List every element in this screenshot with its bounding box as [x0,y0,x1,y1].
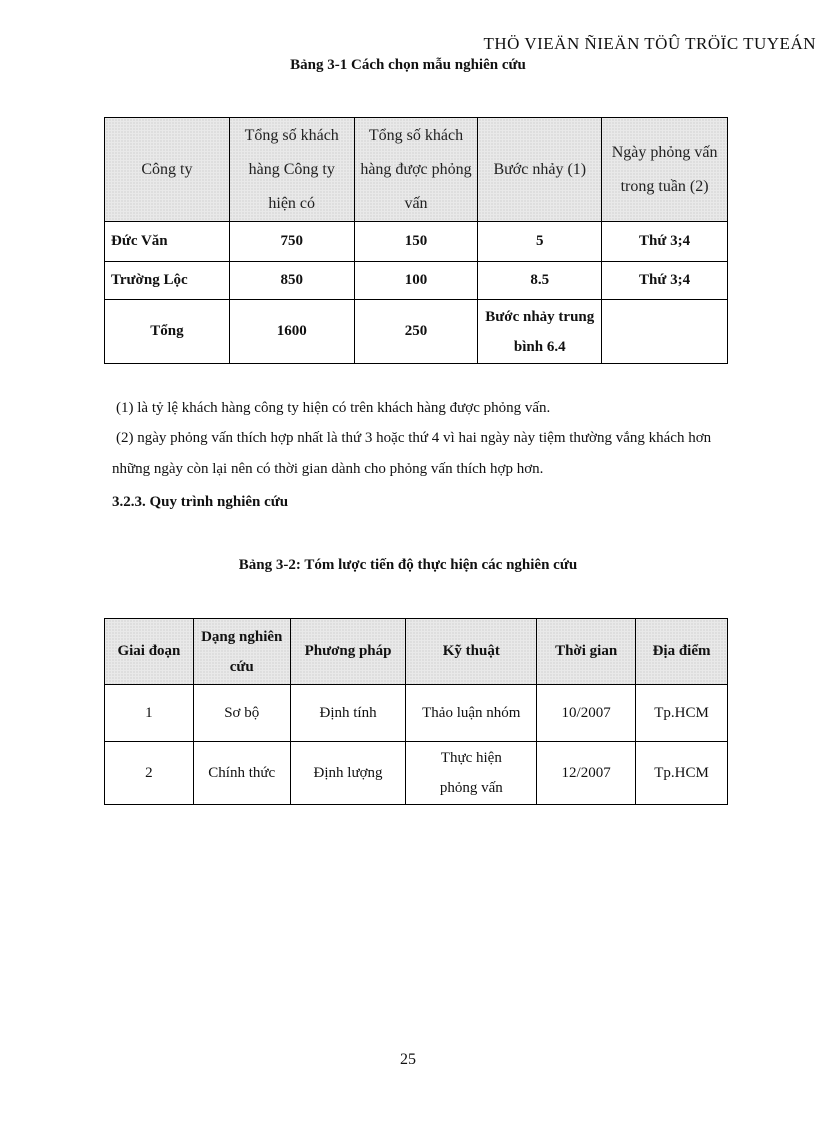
table-row [105,262,728,300]
note-1: (1) là tỷ lệ khách hàng công ty hiện có trên khách hàng được phỏng vấn. [116,400,551,416]
table-cell: Thảo luận nhóm [406,685,537,742]
table-cell: 1600 [229,300,354,364]
table-cell: Tp.HCM [636,685,728,742]
table1-caption: Bảng 3-1 Cách chọn mẫu nghiên cứu [290,57,526,73]
header-cell: Bước nhảy (1) [478,118,602,222]
table-cell: 100 [354,262,478,300]
header-cell: Công ty [105,118,230,222]
table-cell: Thứ 3;4 [602,222,728,262]
table-cell: 250 [354,300,478,364]
section-heading: 3.2.3. Quy trình nghiên cứu [112,494,289,510]
table-cell: 850 [229,262,354,300]
header-cell: Ngày phỏng vấn trong tuần (2) [602,118,728,222]
table-cell: Bước nhảy trung bình 6.4 [478,300,602,364]
note-2: (2) ngày phỏng vấn thích hợp nhất là thứ 3 hoặc thứ 4 vì hai ngày này tiệm thường vắng khách hơn những ngày còn lại nên có thời gian dành cho phỏng vấn thích hợp hơn. [112,430,712,477]
header-cell: Tổng số khách hàng Công ty hiện có [229,118,354,222]
table-cell: 150 [354,222,478,262]
table-cell: 1 [105,685,194,742]
header-cell: Giai đoạn [105,619,194,685]
header-cell: Phương pháp [290,619,406,685]
table-cell: Thực hiện phỏng vấn [406,742,537,805]
header-cell: Kỹ thuật [406,619,537,685]
page-number: 25 [400,1051,416,1068]
table-cell: 750 [229,222,354,262]
table-cell: Sơ bộ [193,685,290,742]
table-cell: Định lượng [290,742,406,805]
table2-caption: Bảng 3-2: Tóm lược tiến độ thực hiện các nghiên cứu [238,557,578,573]
sample-selection-table [104,117,728,364]
header-cell: Dạng nghiên cứu [193,619,290,685]
table-cell [602,300,728,364]
header-cell: Tổng số khách hàng được phỏng vấn [354,118,478,222]
table-cell: 12/2007 [537,742,636,805]
table-total-row [105,300,728,364]
table-cell: Đức Văn [105,222,230,262]
table-row [105,685,728,742]
table-row [105,222,728,262]
table-cell: 8.5 [478,262,602,300]
table-cell: 2 [105,742,194,805]
table-cell: Chính thức [193,742,290,805]
table-cell: 10/2007 [537,685,636,742]
header-cell: Địa điểm [636,619,728,685]
table-header-row [105,118,728,222]
library-watermark: THÖ VIEÄN ÑIEÄN TÖÛ TRÖÏC TUYEÁN [483,34,816,53]
research-schedule-table [104,618,728,805]
table-cell: Tp.HCM [636,742,728,805]
table-row [105,742,728,805]
table-cell: Thứ 3;4 [602,262,728,300]
header-cell: Thời gian [537,619,636,685]
table-header-row [105,619,728,685]
table-cell: Trường Lộc [105,262,230,300]
table-cell: 5 [478,222,602,262]
table-cell: Định tính [290,685,406,742]
table-cell: Tổng [105,300,230,364]
